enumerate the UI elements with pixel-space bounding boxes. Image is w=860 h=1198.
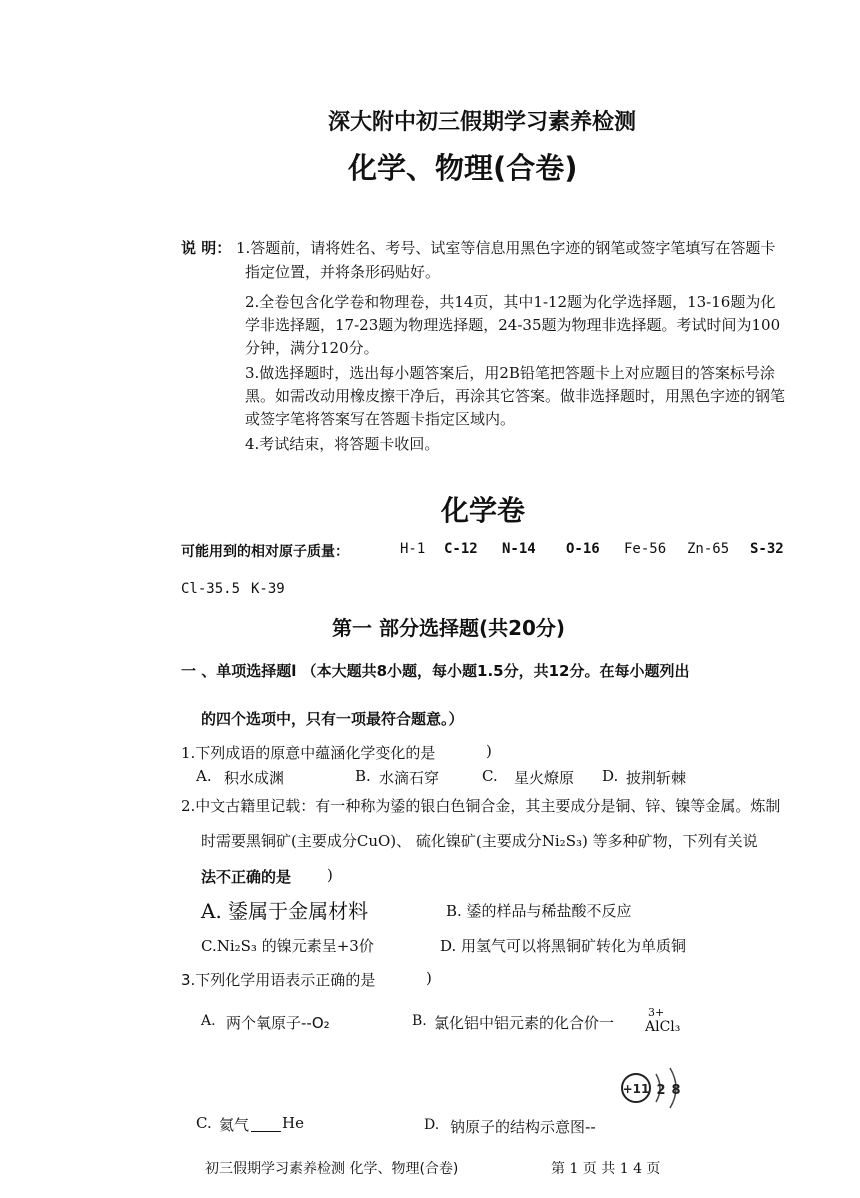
q3-option-b-formula: AlCl₃ xyxy=(645,1019,681,1035)
q1-option-a-text: 积水成渊 xyxy=(224,769,285,787)
q3-stem: 3.下列化学用语表示正确的是 xyxy=(181,971,376,989)
q1-option-c-letter: C. xyxy=(482,767,498,785)
chem-title: 化学卷 xyxy=(441,494,526,527)
instruction-1-line-1: 1.答题前，请将姓名、考号、试室等信息用黑色字迹的钢笔或签字笔填写在答题卡 xyxy=(236,239,776,257)
mass-zn: Zn-65 xyxy=(687,541,730,557)
q3-option-d-text: 钠原子的结构示意图-- xyxy=(450,1118,596,1136)
q1-option-d-letter: D. xyxy=(602,767,619,785)
q3-option-c-blank xyxy=(251,1131,281,1132)
q3-option-b-letter: B. xyxy=(412,1013,427,1029)
mass-n: N-14 xyxy=(502,541,536,557)
q2-option-a: A. 鋈属于金属材料 xyxy=(201,899,369,923)
sodium-shell-2-count: 8 xyxy=(671,1083,681,1098)
instruction-2-line-3: 分钟，满分120分。 xyxy=(245,339,379,357)
q3-option-c-text: 氦气 xyxy=(219,1116,250,1134)
instruction-3-line-1: 3.做选择题时，选出每小题答案后，用2B铅笔把答题卡上对应题目的答案标号涂 xyxy=(245,364,775,382)
mass-s: S-32 xyxy=(750,541,784,557)
q3-option-c-formula: He xyxy=(282,1114,304,1132)
q1-option-a-letter: A. xyxy=(196,767,212,785)
q3-option-b-text: 氯化铝中铝元素的化合价一 xyxy=(434,1014,615,1032)
q2-option-c: C.Ni₂S₃ 的镍元素呈+3价 xyxy=(201,937,374,955)
q1-stem: 1.下列成语的原意中蕴涵化学变化的是 xyxy=(181,744,436,762)
q3-option-c-letter: C. xyxy=(196,1114,212,1132)
q3-option-a-text: 两个氧原子--O₂ xyxy=(226,1014,330,1032)
mass-h: H-1 xyxy=(400,541,426,557)
sodium-atom-diagram xyxy=(612,1064,688,1126)
instruction-4-line-1: 4.考试结束，将答题卡收回。 xyxy=(245,435,440,453)
q3-option-d-letter: D. xyxy=(424,1117,440,1133)
footer-exam-name: 初三假期学习素养检测 化学、物理(合卷) xyxy=(205,1161,459,1177)
instruction-3-line-3: 或签字笔将答案写在答题卡指定区域内。 xyxy=(245,410,516,428)
mass-o: O-16 xyxy=(566,541,600,557)
sodium-shell-1-count: 2 xyxy=(656,1083,666,1098)
instruction-3-line-2: 黑。如需改动用橡皮擦干净后，再涂其它答案。做非选择题时，用黑色字迹的钢笔 xyxy=(245,387,786,405)
instruction-1-line-2: 指定位置，并将条形码贴好。 xyxy=(245,263,441,281)
q3-option-a-letter: A. xyxy=(201,1013,216,1029)
q1-paren: ) xyxy=(486,742,492,760)
atomic-mass-label: 可能用到的相对原子质量： xyxy=(181,544,349,560)
part-title: 第一 部分选择题(共20分) xyxy=(332,616,566,640)
instruction-2-line-2: 学非选择题，17-23题为物理选择题，24-35题为物理非选择题。考试时间为100 xyxy=(245,316,781,334)
sodium-nucleus-label: +11 xyxy=(622,1082,650,1096)
q2-stem-line-3: 法不正确的是 xyxy=(201,868,292,886)
paper-title: 化学、物理(合卷) xyxy=(348,151,578,185)
q1-option-d-text: 披荆斩棘 xyxy=(626,769,687,787)
instructions-label: 说 明： xyxy=(181,239,232,257)
mass-fe: Fe-56 xyxy=(624,541,667,557)
school-title: 深大附中初三假期学习素养检测 xyxy=(328,109,637,135)
footer-page-number: 第 1 页 共 1 4 页 xyxy=(551,1161,661,1177)
q1-option-b-text: 水滴石穿 xyxy=(379,769,440,787)
mass-k: K-39 xyxy=(251,581,285,597)
instruction-2-line-1: 2.全卷包含化学卷和物理卷，共14页，其中1-12题为化学选择题，13-16题为化 xyxy=(245,293,776,311)
q2-stem-line-2: 时需要黑铜矿(主要成分CuO)、 硫化镍矿(主要成分Ni₂S₃) 等多种矿物，下列有关说 xyxy=(201,832,758,850)
q2-option-b: B. 鋈的样品与稀盐酸不反应 xyxy=(446,902,632,920)
q1-option-b-letter: B. xyxy=(355,767,371,785)
q3-option-b-charge: 3+ xyxy=(648,1006,665,1019)
q2-stem-line-1: 2.中文古籍里记载：有一种称为鋈的银白色铜合金，其主要成分是铜、锌、镍等金属。炼制 xyxy=(181,797,781,815)
mass-cl: Cl-35.5 xyxy=(181,581,241,597)
section-heading-line-1: 一 、单项选择题l （本大题共8小题，每小题1.5分，共12分。在每小题列出 xyxy=(181,662,690,680)
section-heading-line-2: 的四个选项中，只有一项最符合题意。） xyxy=(201,710,464,728)
q3-paren: ) xyxy=(426,969,432,987)
mass-c: C-12 xyxy=(444,541,478,557)
q1-option-c-text: 星火燎原 xyxy=(514,769,575,787)
q2-paren: ) xyxy=(327,866,333,884)
q2-option-d: D. 用氢气可以将黑铜矿转化为单质铜 xyxy=(440,937,687,955)
